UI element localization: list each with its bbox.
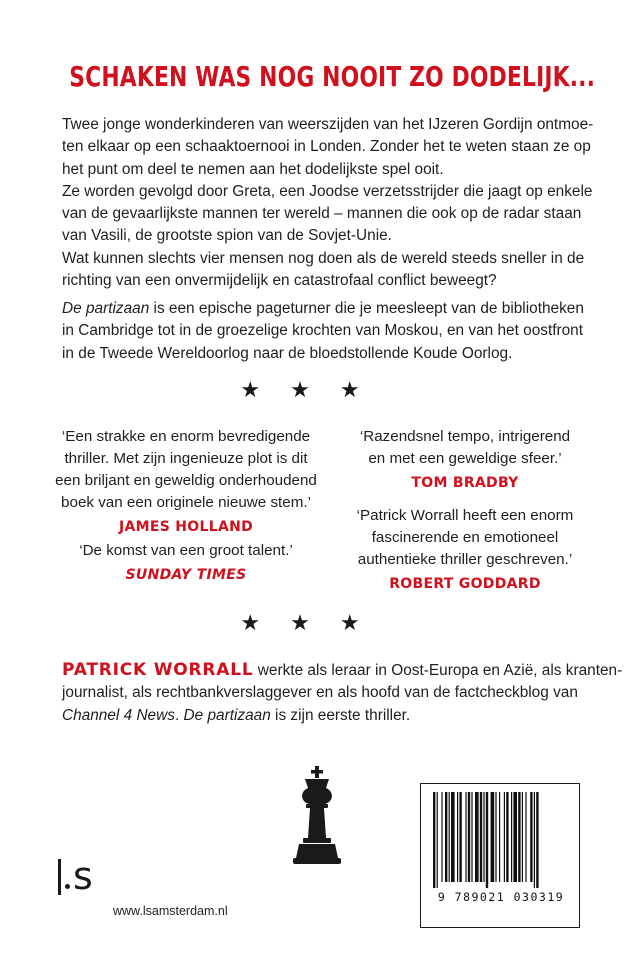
author-bio (62, 659, 623, 727)
barcode-bar (536, 792, 538, 888)
pitch-paragraph (62, 298, 584, 365)
barcode-bar (441, 792, 442, 882)
intro-line: van Vasili, de grootste spion van de Sovjet-Unie. (62, 227, 392, 245)
barcode-bar (465, 792, 466, 882)
intro-line: het punt om deel te nemen aan het dodelijkste spel ooit. (62, 160, 444, 178)
star-divider: ★★★ (240, 377, 390, 402)
barcode-bar (522, 792, 523, 882)
quote-line: authentieke thriller geschreven.’ (357, 551, 573, 568)
quote-line: en met een geweldige sfeer.’ (368, 450, 562, 467)
intro-line: richting van een onvermijdelijk en catastrofaal conflict beweegt? (62, 272, 497, 290)
bio-line (62, 659, 623, 682)
barcode-bar (506, 792, 508, 882)
bio-text: werkte als leraar in Oost-Europa en Azië, als kranten- (253, 662, 623, 679)
book-title: De partizaan (62, 300, 150, 317)
barcode-icon (431, 792, 571, 888)
bio-text: is zijn eerste thriller. (270, 706, 411, 724)
review-quote-sunday-times (48, 540, 324, 586)
barcode-bar (499, 792, 500, 882)
quote-line: ‘Razendsnel tempo, intrigerend (359, 428, 571, 445)
review-quote-goddard (350, 505, 580, 595)
barcode-bar (525, 792, 526, 882)
intro-line: van de gevaarlijkste mannen ter wereld – mannen die ook op de radar staan (62, 205, 582, 223)
intro-line: Wat kunnen slechts vier mensen nog doen als de wereld steeds sneller in de (62, 249, 585, 267)
barcode-bar (457, 792, 458, 882)
quote-line: fascinerende en emotioneel (371, 529, 559, 546)
barcode-bar (513, 792, 517, 882)
chess-king-icon (291, 766, 343, 866)
pitch-line: in de Tweede Wereldoorlog naar de bloedstollende Koude Oorlog. (62, 344, 513, 362)
review-quote-holland (48, 426, 324, 538)
barcode-bar (445, 792, 447, 882)
review-quote-bradby (350, 426, 580, 494)
intro-line: ten elkaar op een schaaktoernooi in Londen. Zonder het te weten staan ze op (62, 138, 591, 156)
quote-source: SUNDAY TIMES (125, 567, 247, 583)
barcode-bar (518, 792, 520, 882)
publisher-logo (58, 855, 93, 897)
star-divider: ★★★ (240, 610, 390, 635)
logo-dot (65, 884, 70, 889)
bio-line (62, 705, 570, 727)
quote-line: ‘Een strakke en enorm bevredigende (61, 428, 311, 445)
quote-source: JAMES HOLLAND (118, 519, 254, 535)
barcode-bar (468, 792, 470, 882)
intro-line: Twee jonge wonderkinderen van weerszijden van het IJzeren Gordijn ontmoe- (62, 116, 594, 133)
barcode-bar (480, 792, 482, 882)
bio-line: journalist, als rechtbankverslaggever en als hoofd van de factcheckblog van (62, 684, 578, 702)
quote-line: ‘Patrick Worrall heeft een enorm (356, 507, 574, 524)
barcode-bar (449, 792, 450, 882)
quote-line: ‘De komst van een groot talent.’ (79, 542, 293, 559)
barcode-bar (451, 792, 455, 882)
barcode-bar (459, 792, 461, 882)
barcode-bar (511, 792, 512, 882)
quote-source: TOM BRADBY (411, 475, 519, 491)
barcode-bar (471, 792, 472, 882)
intro-line: Ze worden gevolgd door Greta, een Joodse verzetsstrijder die jaagt op enkele (62, 182, 593, 200)
bio-text: . (174, 706, 184, 724)
quote-source: ROBERT GODDARD (389, 576, 541, 592)
barcode-bar (530, 792, 532, 882)
publisher-website[interactable]: www.lsamsterdam.nl (113, 904, 228, 918)
quote-line: boek van een originele nieuwe stem.’ (61, 494, 311, 511)
headline: SCHAKEN WAS NOG NOOIT ZO DODELIJK... (69, 60, 596, 93)
barcode-bar (486, 792, 488, 888)
logo-letter: s (73, 854, 93, 898)
quote-line: een briljant en geweldig onderhoudend (55, 472, 317, 489)
barcode-bar (475, 792, 479, 882)
barcode-bar (437, 792, 438, 888)
barcode-bar (483, 792, 484, 882)
barcode-bar (504, 792, 505, 882)
barcode-bar (491, 792, 495, 882)
author-name: PATRICK WORRALL (62, 660, 254, 680)
pitch-line: in Cambridge tot in de groezelige krochten van Moskou, en van het oostfront (62, 322, 584, 340)
barcode-bar (534, 792, 535, 888)
quote-line: thriller. Met zijn ingenieuze plot is dit (64, 450, 308, 467)
isbn-number: 9 789021 030319 (437, 890, 565, 904)
logo-bar (58, 859, 61, 895)
barcode-bar (433, 792, 435, 888)
pitch-text: is een epische pageturner die je meesleept van de bibliotheken (149, 300, 584, 317)
channel-name: Channel 4 News (62, 706, 175, 724)
barcode-bar (495, 792, 496, 882)
barcode (420, 783, 580, 928)
book-title: De partizaan (183, 706, 271, 724)
pitch-line (62, 298, 584, 320)
intro-paragraph (62, 114, 594, 292)
